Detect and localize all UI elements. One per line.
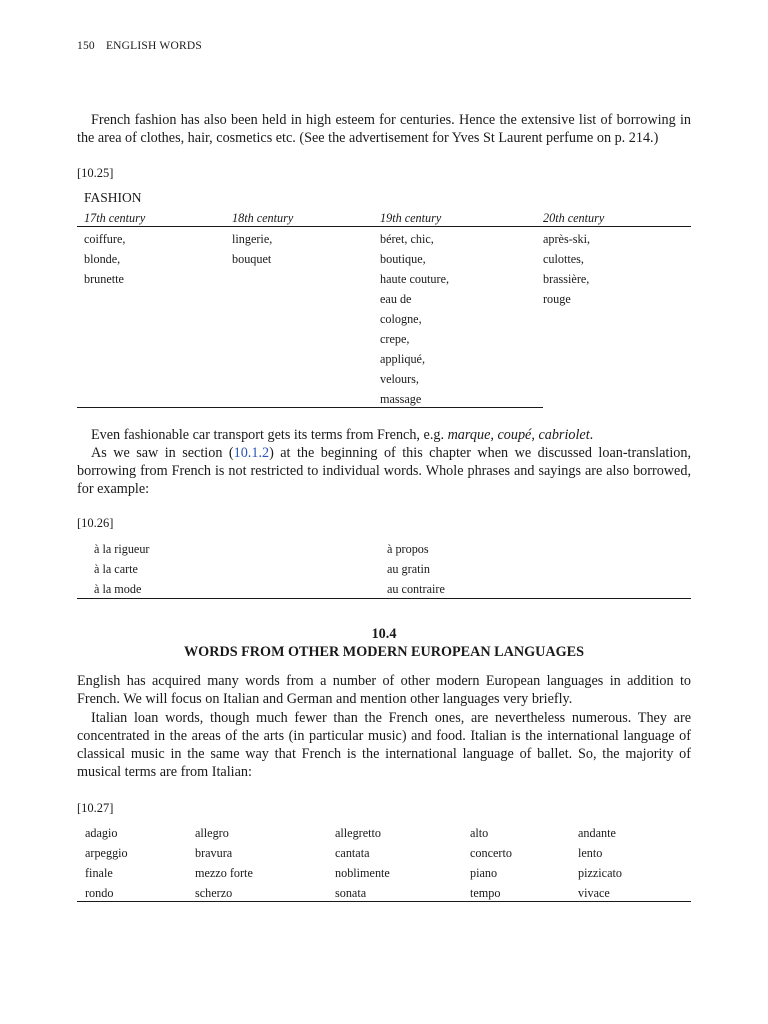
list-item: haute couture, (380, 272, 450, 286)
list-item: cologne, (380, 312, 422, 326)
list-item: au contraire (387, 582, 445, 596)
paragraph-loan-translation (77, 444, 691, 498)
running-head (77, 40, 202, 52)
list-item: vivace (578, 886, 610, 900)
list-item: lento (578, 846, 603, 860)
section-number: 10.4 (371, 626, 397, 642)
list-item: scherzo (195, 886, 233, 900)
list-item: arpeggio (85, 846, 128, 860)
page-number: 150 (77, 40, 95, 52)
list-item: bouquet (232, 252, 272, 266)
list-item: mezzo forte (195, 866, 253, 880)
list-item: blonde, (84, 252, 121, 266)
list-item: eau de (380, 292, 412, 306)
list-item: velours, (380, 372, 419, 386)
paragraph-text-before: As we saw in section ( (91, 445, 234, 461)
list-item: brunette (84, 272, 124, 286)
music-terms-column-3 (335, 823, 390, 903)
phrases-bottom-rule (77, 598, 691, 599)
list-item: finale (85, 866, 113, 880)
list-item: bravura (195, 846, 233, 860)
list-item: pizzicato (578, 866, 622, 880)
list-item: piano (470, 866, 498, 880)
list-item: au gratin (387, 562, 430, 576)
list-item: boutique, (380, 252, 426, 266)
fashion-column-20th (543, 229, 590, 309)
section-link-10-1-2[interactable]: 10.1.2 (233, 445, 270, 461)
list-item: andante (578, 826, 616, 840)
music-terms-column-4 (470, 823, 512, 903)
column-header-20th: 20th century (543, 211, 605, 225)
list-item: concerto (470, 846, 512, 860)
italic-terms: marque, coupé, cabriolet (447, 427, 590, 443)
list-item: sonata (335, 886, 367, 900)
paragraph-italian-loans: Italian loan words, though much fewer than the French ones, are nevertheless numerous. They are concentrated in the areas of the arts (in particular music) and food. Italian is the international language of classical music in the same way that French is the international language of ballet. So, the majority of musical terms are from Italian: (77, 710, 691, 780)
list-item: lingerie, (232, 232, 273, 246)
list-item: culottes, (543, 252, 584, 266)
list-item: tempo (470, 886, 501, 900)
list-item: noblimente (335, 866, 390, 880)
list-item: cantata (335, 846, 370, 860)
list-item: à la mode (94, 582, 142, 596)
list-item: appliqué, (380, 352, 426, 366)
list-item: brassière, (543, 272, 590, 286)
example-number-10-25: [10.25] (77, 166, 114, 180)
list-item: allegro (195, 826, 229, 840)
column-header-18th: 18th century (232, 211, 294, 225)
fashion-table-bottom-rule (77, 407, 543, 408)
list-item: adagio (85, 826, 118, 840)
column-header-19th: 19th century (380, 211, 442, 225)
music-terms-bottom-rule (77, 901, 691, 902)
fashion-column-19th (380, 229, 449, 409)
paragraph-text: Even fashionable car transport gets its terms from French, e.g. (91, 427, 448, 443)
list-item: à propos (387, 542, 429, 556)
list-item: béret, chic, (380, 232, 434, 246)
list-item: coiffure, (84, 232, 126, 246)
music-terms-column-2 (195, 823, 253, 903)
example-number-10-27: [10.27] (77, 801, 114, 815)
music-terms-column-5 (578, 823, 622, 903)
phrases-left-column (94, 539, 150, 599)
fashion-table-header-rule (77, 226, 691, 227)
fashion-column-17th (84, 229, 125, 289)
paragraph-text-after: ) at the beginning of this chapter when we discussed loan-translation, borrowing from French is not restricted to individual words. Whole phrases and sayings are also borrowed, for example: (77, 445, 691, 497)
list-item: crepe, (380, 332, 410, 346)
paragraph-fashion-intro: French fashion has also been held in high esteem for centuries. Hence the extensive list of borrowing in the area of clothes, hair, cosmetics etc. (See the advertisement for Yves St Laurent perfume on p. 214.) (77, 112, 691, 146)
paragraph-end: . (589, 427, 594, 443)
list-item: à la rigueur (94, 542, 150, 556)
running-head-title: ENGLISH WORDS (105, 40, 202, 52)
fashion-table-title: FASHION (84, 190, 142, 205)
example-number-10-26: [10.26] (77, 516, 114, 530)
column-header-17th: 17th century (84, 211, 146, 225)
section-title: WORDS FROM OTHER MODERN EUROPEAN LANGUAGES (183, 644, 585, 660)
list-item: après-ski, (543, 232, 591, 246)
list-item: allegretto (335, 826, 382, 840)
fashion-column-18th (232, 229, 272, 269)
list-item: rondo (85, 886, 114, 900)
list-item: à la carte (94, 562, 138, 576)
list-item: massage (380, 392, 422, 406)
list-item: rouge (543, 292, 571, 306)
paragraph-car-transport (77, 426, 691, 444)
paragraph-european-languages: English has acquired many words from a number of other modern European languages in addition to French. We will focus on Italian and German and mention other languages very briefly. (77, 673, 691, 707)
list-item: alto (470, 826, 489, 840)
music-terms-column-1 (85, 823, 128, 903)
phrases-right-column (387, 539, 445, 599)
